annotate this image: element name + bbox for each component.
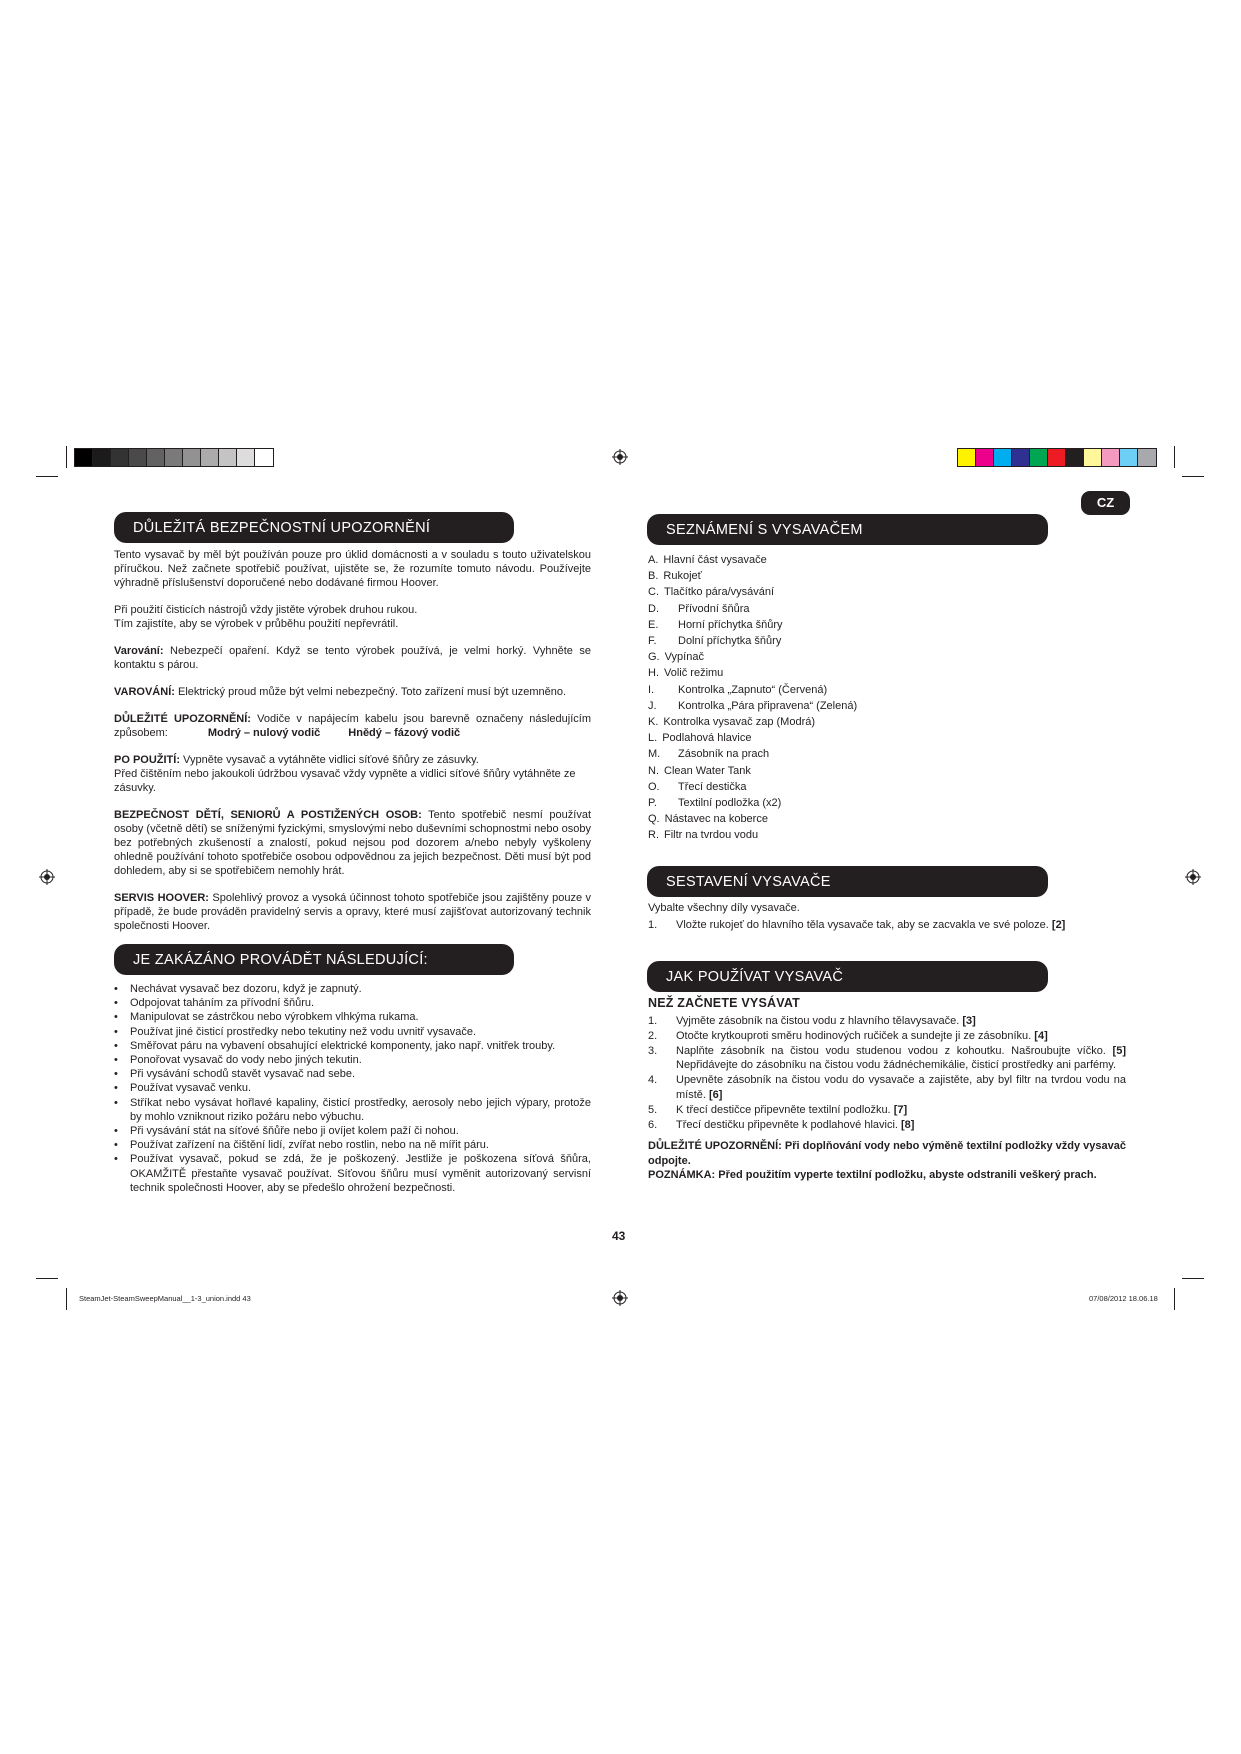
forbidden-item: • Manipulovat se zástrčkou nebo výrobkem vlhkýma rukama. xyxy=(114,1010,591,1024)
part-item xyxy=(648,649,1128,665)
part-name: Textilní podložka (x2) xyxy=(678,797,782,810)
child-safety-label: BEZPEČNOST DĚTÍ, SENIORŮ A POSTIŽENÝCH OSOB: xyxy=(114,809,422,821)
step-text: Vložte rukojeť do hlavního těla vysavače tak, aby se zacvakla ve své poloze. xyxy=(676,919,1049,931)
color-swatch xyxy=(976,449,994,466)
part-item xyxy=(648,763,1128,779)
gray-swatch xyxy=(75,449,93,466)
gray-swatch xyxy=(219,449,237,466)
figure-ref: [6] xyxy=(709,1088,723,1101)
cmyk-color-bar xyxy=(957,448,1157,467)
part-item xyxy=(648,698,1128,714)
intro-section-header: SEZNÁMENÍ S VYSAVAČEM xyxy=(647,514,1048,545)
color-swatch xyxy=(1120,449,1138,466)
after-use-text-1: Vypněte vysavač a vytáhněte vidlici síťové šňůry ze zásuvky. xyxy=(180,754,479,766)
assembly-section-header: SESTAVENÍ VYSAVAČE xyxy=(647,866,1048,897)
usage-steps xyxy=(648,1014,1126,1132)
figure-ref: [8] xyxy=(901,1118,915,1131)
gray-swatch xyxy=(147,449,165,466)
child-safety-text: Tento spotřebič nesmí používat osoby (včetně dětí) se sníženými fyzickými, smyslovými nebo duševními schopnostmi nebo osoby bez potřebných zkušeností a znalostí, pokud nejsou pod dozorem a/nebo nebyly vyškoleny ohledně používání tohoto spotřebiče osobou odpovědnou za jejich bezpečnost. Děti musí být pod dohledem, aby si se spotřebičem nemohly hrát. xyxy=(114,809,591,877)
part-letter: H. xyxy=(648,667,659,680)
step-item xyxy=(648,1044,1126,1074)
wash-note-label: POZNÁMKA: xyxy=(648,1169,716,1182)
after-use-text-2: Před čištěním nebo jakoukoli údržbou vysavač vždy vypněte a vidlici síťové šňůry vytáhněte ze zásuvky. xyxy=(114,768,576,794)
forbidden-item: • Při vysávání stát na síťové šňůře nebo ji ovíjet kolem paží či nohou. xyxy=(114,1124,591,1138)
crop-mark xyxy=(1182,1278,1204,1279)
usage-section-header: JAK POUŽÍVAT VYSAVAČ xyxy=(647,961,1048,992)
part-item xyxy=(648,665,1128,681)
part-letter: P. xyxy=(648,797,657,810)
crop-mark xyxy=(1182,476,1204,477)
forbidden-item: • Používat vysavač, pokud se zdá, že je poškozený. Jestliže je poškozena síťová šňůra, OKAMŽITĚ přestaňte vysavač používat. Síťovou šňůru musí vyměnit autorizovaný servisní technik společnosti Hoover, aby se předešlo ohrožení bezpečnosti. xyxy=(114,1152,591,1195)
registration-mark-icon xyxy=(612,1290,628,1306)
part-name: Nástavec na koberce xyxy=(664,813,768,826)
step-text: K třecí destičce připevněte textilní podložku. xyxy=(676,1103,891,1116)
forbidden-item: • Stříkat nebo vysávat hořlavé kapaliny, čisticí prostředky, aerosoly nebo jejich výpary, protože by mohlo vzniknout riziko požáru nebo výbuchu. xyxy=(114,1096,591,1124)
wiring-notice-text: Vodiče v napájecím kabelu jsou barevně označeny následujícím způsobem: xyxy=(114,713,591,739)
step-text: Třecí destičku připevněte k podlahové hlavici. xyxy=(676,1118,898,1131)
wiring-notice-label: DŮLEŽITÉ UPOZORNĚNÍ: xyxy=(114,713,251,725)
part-name: Volič režimu xyxy=(664,667,724,680)
color-swatch xyxy=(1102,449,1120,466)
figure-ref: [3] xyxy=(962,1015,976,1027)
part-item xyxy=(648,779,1128,795)
color-swatch xyxy=(958,449,976,466)
part-letter: B. xyxy=(648,570,659,583)
crop-mark xyxy=(1174,446,1175,468)
part-item xyxy=(648,617,1128,633)
color-swatch xyxy=(1138,449,1156,466)
part-name: Clean Water Tank xyxy=(664,764,751,777)
part-letter: E. xyxy=(648,618,659,631)
registration-mark-icon xyxy=(1185,869,1201,885)
part-name: Vypínač xyxy=(664,651,704,664)
crop-mark xyxy=(36,1278,58,1279)
gray-swatch xyxy=(183,449,201,466)
forbidden-section-header: JE ZAKÁZÁNO PROVÁDĚT NÁSLEDUJÍCÍ: xyxy=(114,944,514,975)
usage-text xyxy=(648,996,1126,1183)
step-number: 4. xyxy=(648,1074,658,1087)
safety-tools-paragraph xyxy=(114,603,591,631)
figure-ref: [2] xyxy=(1051,919,1066,931)
step-number: 1. xyxy=(648,919,658,931)
part-name: Přívodní šňůra xyxy=(678,602,750,615)
scald-warning-text: Nebezpečí opaření. Když se tento výrobek používá, je velmi horký. Vyhněte se kontaktu s párou. xyxy=(114,645,591,671)
part-letter: Q. xyxy=(648,813,660,826)
safety-tools-line-1: Při použití čisticích nástrojů vždy jistěte výrobek druhou rukou. xyxy=(114,604,418,616)
part-item xyxy=(648,601,1128,617)
part-letter: C. xyxy=(648,586,659,599)
part-letter: L. xyxy=(648,732,658,745)
forbidden-item: • Nechávat vysavač bez dozoru, když je zapnutý. xyxy=(114,982,591,996)
wiring-notice xyxy=(114,712,591,740)
part-letter: F. xyxy=(648,635,657,648)
language-badge: CZ xyxy=(1081,491,1130,515)
part-letter: I. xyxy=(648,683,655,696)
color-swatch xyxy=(1012,449,1030,466)
registration-mark-icon xyxy=(612,449,628,465)
step-item xyxy=(648,1014,1126,1029)
step-number: 5. xyxy=(648,1103,658,1116)
part-letter: D. xyxy=(648,602,659,615)
part-letter: M. xyxy=(648,748,661,761)
part-item xyxy=(648,714,1128,730)
step-text: Upevněte zásobník na čistou vodu do vysavače a zajistěte, aby byl filtr na tvrdou vodu na místě. xyxy=(676,1074,1126,1101)
part-name: Filtr na tvrdou vodu xyxy=(664,829,759,842)
part-letter: G. xyxy=(648,651,660,664)
figure-ref: [5] xyxy=(1112,1044,1126,1057)
scald-warning xyxy=(114,644,591,672)
part-letter: K. xyxy=(648,716,659,729)
part-name: Kontrolka „Zapnuto“ (Červená) xyxy=(678,683,828,696)
part-item xyxy=(648,584,1128,600)
gray-swatch xyxy=(255,449,273,466)
part-item xyxy=(648,746,1128,762)
wiring-brown: Hnědý – fázový vodič xyxy=(348,727,461,739)
service-paragraph xyxy=(114,891,591,933)
after-use-paragraph xyxy=(114,753,591,795)
refill-notice xyxy=(648,1139,1126,1168)
step-item xyxy=(648,918,1125,933)
part-name: Dolní příchytka šňůry xyxy=(678,635,782,648)
part-letter: N. xyxy=(648,764,659,777)
part-name: Kontrolka vysavač zap (Modrá) xyxy=(663,716,816,729)
electric-warning-text: Elektrický proud může být velmi nebezpečný. Toto zařízení musí být uzemněno. xyxy=(174,686,567,698)
safety-text xyxy=(114,548,591,933)
color-swatch xyxy=(1084,449,1102,466)
crop-mark xyxy=(66,446,67,468)
crop-mark xyxy=(66,1288,67,1310)
forbidden-item: • Používat vysavač venku. xyxy=(114,1081,591,1095)
wash-note xyxy=(648,1168,1126,1183)
color-swatch xyxy=(994,449,1012,466)
part-name: Hlavní část vysavače xyxy=(663,554,767,566)
crop-mark xyxy=(36,476,58,477)
gray-swatch xyxy=(237,449,255,466)
figure-ref: [4] xyxy=(1034,1029,1048,1042)
part-name: Rukojeť xyxy=(663,570,702,583)
part-item xyxy=(648,568,1128,584)
usage-subheading: NEŽ ZAČNETE VYSÁVAT xyxy=(648,996,800,1010)
part-item xyxy=(648,682,1128,698)
step-extra-text: Nepřidávejte do zásobníku na čistou vodu žádnéchemikálie, čisticí prostředky ani parfémy. xyxy=(676,1059,1117,1072)
assembly-steps xyxy=(648,918,1125,933)
part-letter: O. xyxy=(648,780,660,793)
electric-warning-label: VAROVÁNÍ: xyxy=(114,686,175,698)
gray-swatch xyxy=(111,449,129,466)
safety-tools-line-2: Tím zajistíte, aby se výrobek v průběhu použití nepřevrátil. xyxy=(114,618,399,630)
safety-intro-paragraph: Tento vysavač by měl být používán pouze pro úklid domácnosti a v souladu s touto uživatelskou příručkou. Než začnete spotřebič používat, ujistěte se, že rozumíte tomuto návodu. Používejte výhradně příslušenství doporučené nebo dodávané firmou Hoover. xyxy=(114,549,591,589)
child-safety-paragraph xyxy=(114,808,591,878)
part-name: Třecí destička xyxy=(678,780,747,793)
step-number: 3. xyxy=(648,1044,658,1057)
part-item xyxy=(648,827,1128,843)
electric-warning xyxy=(114,685,591,699)
part-letter: A. xyxy=(648,554,659,566)
forbidden-list-container xyxy=(114,982,591,1195)
refill-notice-label: DŮLEŽITÉ UPOZORNĚNÍ: xyxy=(648,1140,782,1153)
forbidden-item: • Při vysávání schodů stavět vysavač nad sebe. xyxy=(114,1067,591,1081)
footer-filename: SteamJet-SteamSweepManual__1-3_union.indd 43 xyxy=(79,1294,251,1303)
figure-ref: [7] xyxy=(893,1103,908,1116)
step-number: 1. xyxy=(648,1015,658,1027)
step-text: Vyjměte zásobník na čistou vodu z hlavního tělavysavače. xyxy=(676,1015,960,1027)
forbidden-item: • Směřovat páru na vybavení obsahující elektrické komponenty, jako např. vnitřek trouby. xyxy=(114,1039,591,1053)
grayscale-color-bar xyxy=(74,448,274,467)
part-name: Horní příchytka šňůry xyxy=(678,618,783,631)
forbidden-list xyxy=(114,982,591,1195)
wash-note-text: Před použitím vyperte textilní podložku, abyste odstranili veškerý prach. xyxy=(715,1169,1097,1182)
forbidden-item: • Používat zařízení na čištění lidí, zvířat nebo rostlin, nebo na ně mířit páru. xyxy=(114,1138,591,1152)
step-item xyxy=(648,1103,1126,1118)
forbidden-item: • Odpojovat taháním za přívodní šňůru. xyxy=(114,996,591,1010)
part-item xyxy=(648,811,1128,827)
step-item xyxy=(648,1073,1126,1103)
gray-swatch xyxy=(201,449,219,466)
scald-warning-label: Varování: xyxy=(114,645,164,657)
safety-section-header: DŮLEŽITÁ BEZPEČNOSTNÍ UPOZORNĚNÍ xyxy=(114,512,514,543)
step-item xyxy=(648,1118,1126,1133)
refill-notice-text: Při doplňování vody nebo výměně textilní podložky vždy vysavač odpojte. xyxy=(648,1140,1127,1167)
part-item xyxy=(648,633,1128,649)
parts-list xyxy=(648,552,1128,844)
color-swatch xyxy=(1066,449,1084,466)
step-number: 2. xyxy=(648,1029,658,1042)
part-name: Podlahová hlavice xyxy=(662,732,752,745)
gray-swatch xyxy=(129,449,147,466)
step-text: Otočte krytkouproti směru hodinových ručiček a sundejte ji ze zásobníku. xyxy=(676,1029,1032,1042)
part-item xyxy=(648,795,1128,811)
color-swatch xyxy=(1048,449,1066,466)
after-use-label: PO POUŽITÍ: xyxy=(114,754,180,766)
part-item xyxy=(648,552,1128,568)
step-number: 6. xyxy=(648,1118,658,1131)
gray-swatch xyxy=(165,449,183,466)
step-text: Naplňte zásobník na čistou vodu studenou vodou z kohoutku. Našroubujte víčko. xyxy=(676,1044,1106,1057)
forbidden-item: • Používat jiné čisticí prostředky nebo tekutiny než vodu uvnitř vysavače. xyxy=(114,1025,591,1039)
crop-mark xyxy=(1174,1288,1175,1310)
registration-mark-icon xyxy=(39,869,55,885)
part-name: Tlačítko pára/vysávání xyxy=(664,586,775,599)
service-label: SERVIS HOOVER: xyxy=(114,892,209,904)
part-letter: J. xyxy=(648,699,657,712)
forbidden-item: • Ponořovat vysavač do vody nebo jiných tekutin. xyxy=(114,1053,591,1067)
gray-swatch xyxy=(93,449,111,466)
part-name: Kontrolka „Pára připravena“ (Zelená) xyxy=(678,699,858,712)
part-letter: R. xyxy=(648,829,659,842)
page-number: 43 xyxy=(612,1229,626,1243)
assembly-text xyxy=(648,901,1125,933)
step-item xyxy=(648,1029,1126,1044)
part-name: Zásobník na prach xyxy=(678,748,770,761)
assembly-intro: Vybalte všechny díly vysavače. xyxy=(648,902,800,914)
part-item xyxy=(648,730,1128,746)
wiring-blue: Modrý – nulový vodič xyxy=(207,727,321,739)
color-swatch xyxy=(1030,449,1048,466)
footer-date: 07/08/2012 18.06.18 xyxy=(1089,1294,1158,1303)
service-text: Spolehlivý provoz a vysoká účinnost tohoto spotřebiče jsou zajištěny pouze v případě, že bude prováděn pravidelný servis a opravy, které musí zajišťovat autorizovaný technik společnosti Hoover. xyxy=(114,892,591,932)
